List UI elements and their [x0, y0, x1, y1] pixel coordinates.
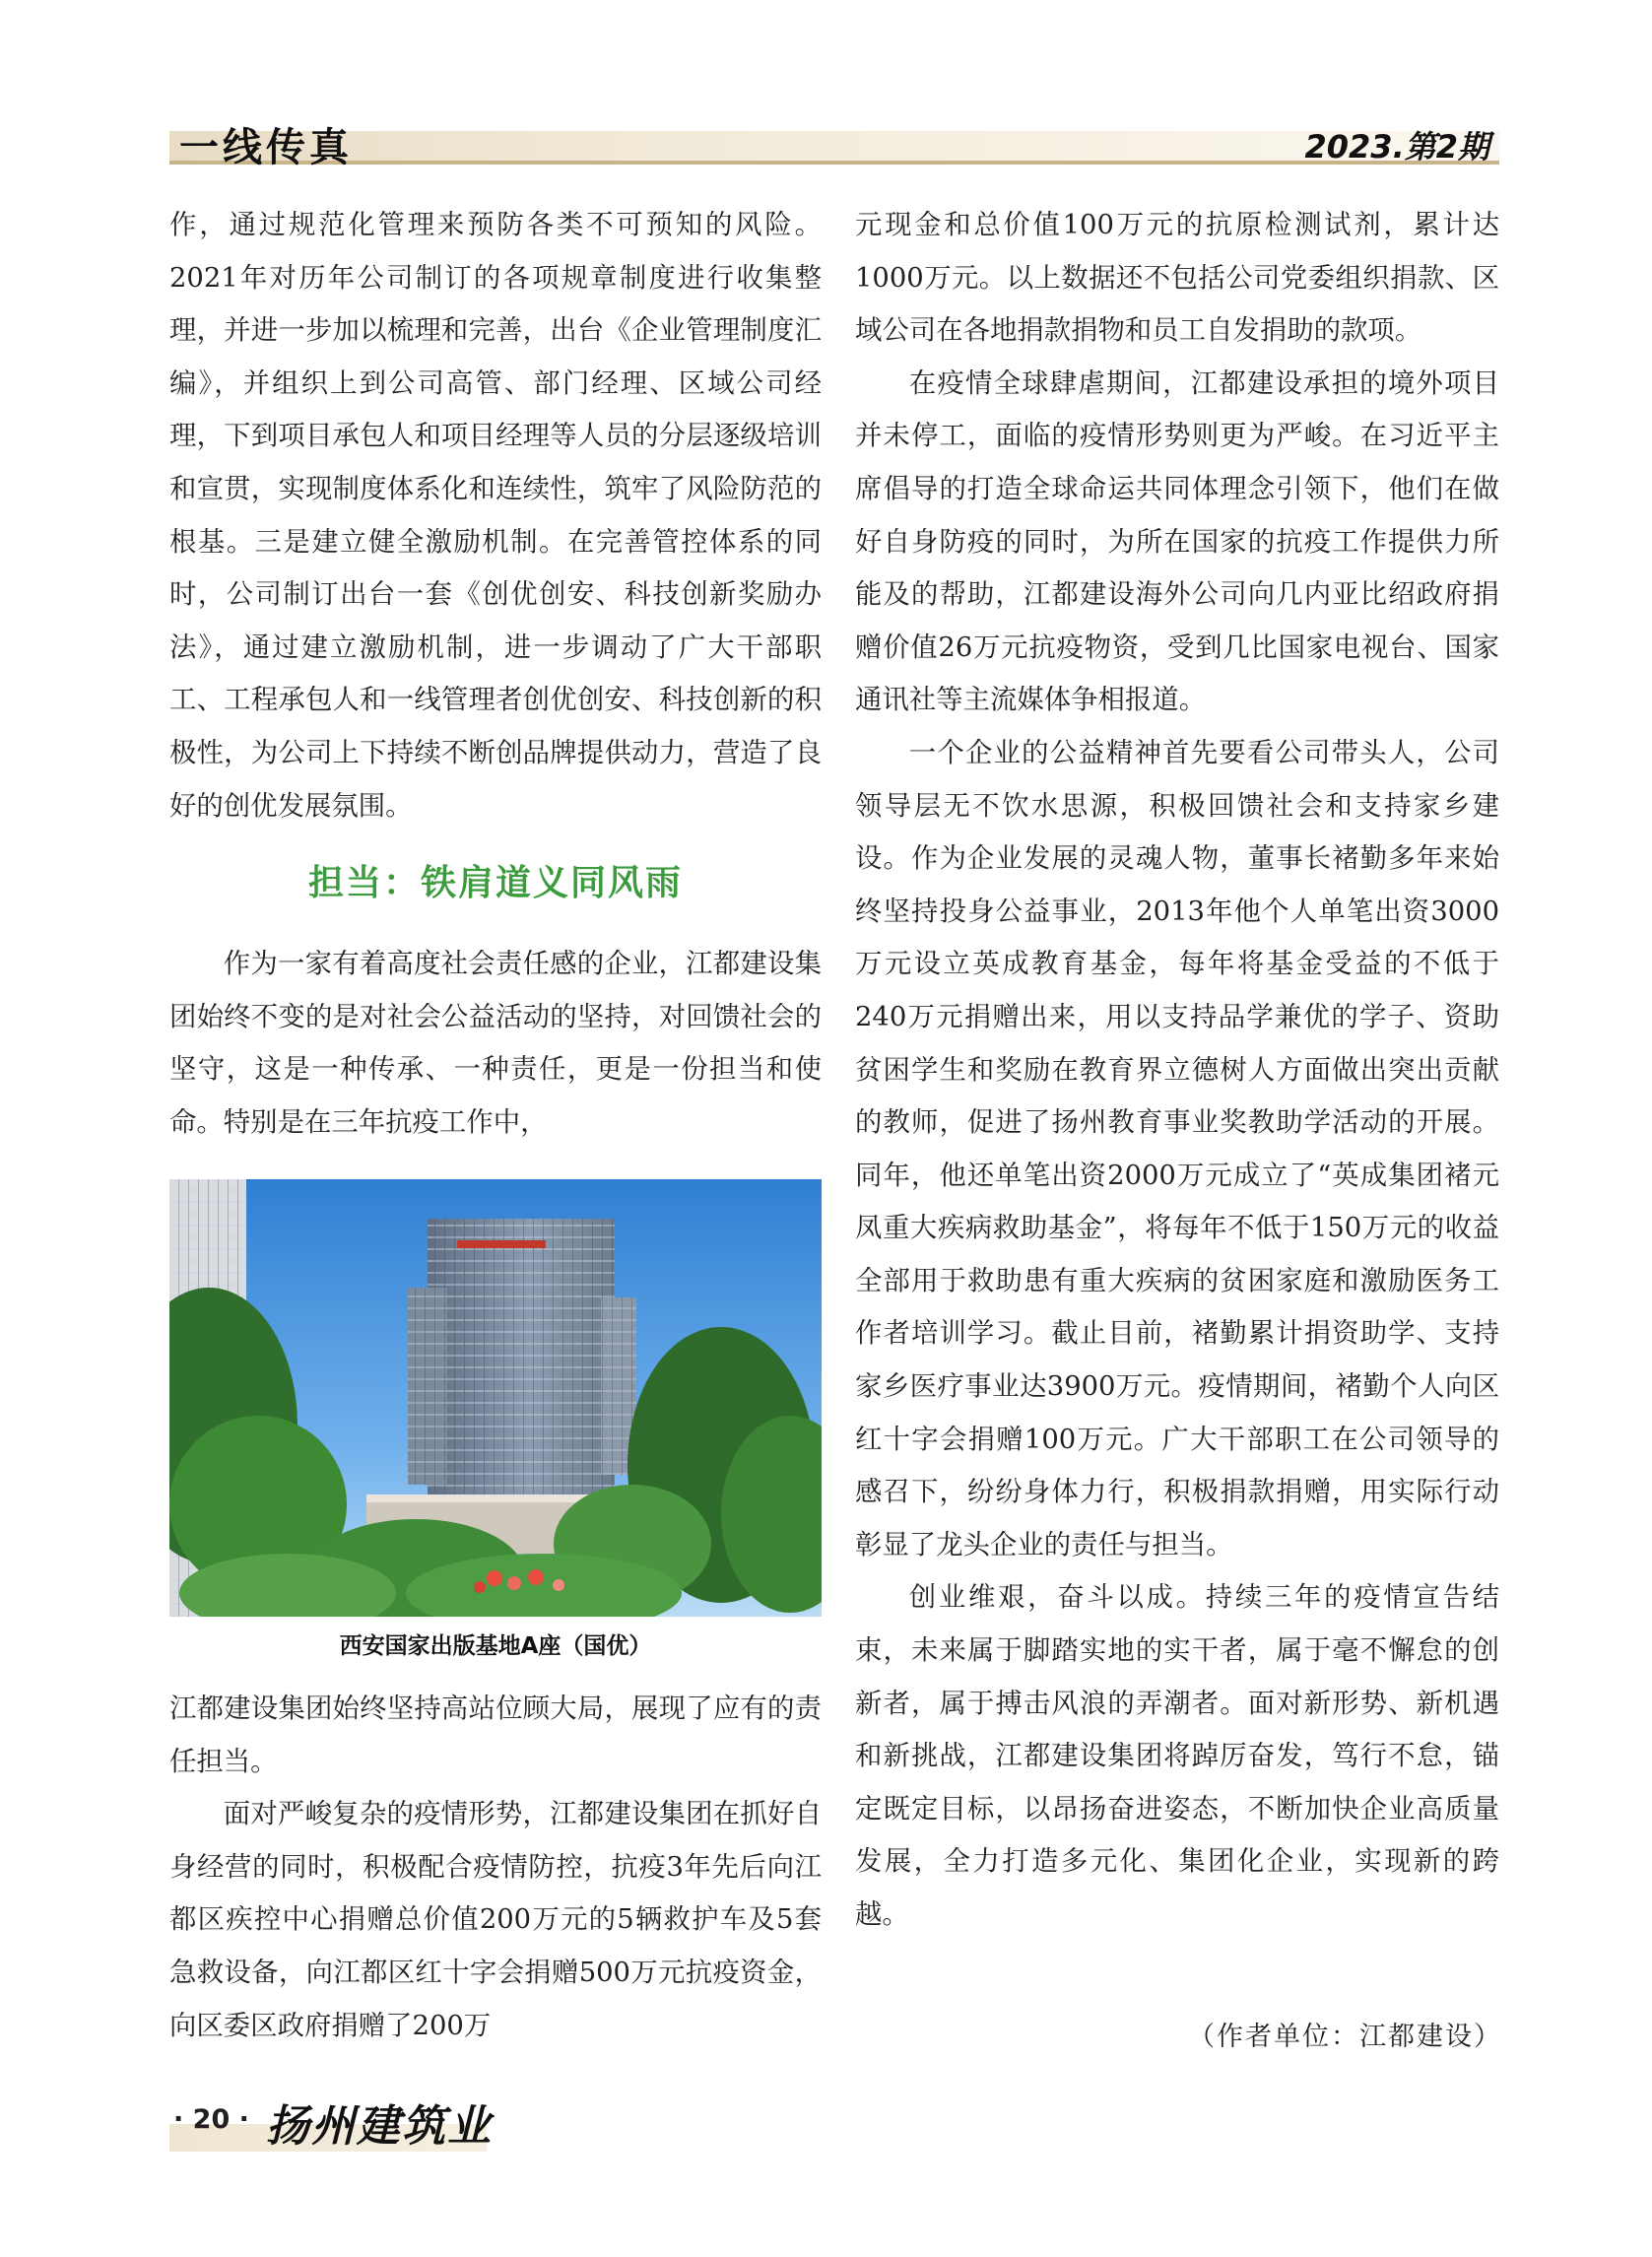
header-band [169, 131, 1499, 161]
left-column-top [169, 199, 822, 832]
building-photo [169, 1179, 822, 1617]
page-number: · 20 · [173, 2104, 249, 2135]
paragraph: 面对严峻复杂的疫情形势，江都建设集团在抓好自身经营的同时，积极配合疫情防控，抗疫3年先后向江都区疾控中心捐赠总价值200万元的5辆救护车及5套急救设备，向江都区红十字会捐赠500万元抗疫资金，向区委区政府捐赠了200万 [169, 1799, 822, 2041]
paragraph: 在疫情全球肆虐期间，江都建设承担的境外项目并未停工，面临的疫情形势则更为严峻。在习近平主席倡导的打造全球命运共同体理念引领下，他们在做好自身防疫的同时，为所在国家的抗疫工作提供力所能及的帮助，江都建设海外公司向几内亚比绍政府捐赠价值26万元抗疫物资，受到几比国家电视台、国家通讯社等主流媒体争相报道。 [855, 367, 1499, 716]
paragraph: 创业维艰，奋斗以成。持续三年的疫情宣告结束，未来属于脚踏实地的实干者，属于毫不懈怠的创新者，属于搏击风浪的弄潮者。面对新形势、新机遇和新挑战，江都建设集团将踔厉奋发，笃行不怠，锚定既定目标，以昂扬奋进姿态，不断加快企业高质量发展，全力打造多元化、集团化企业，实现新的跨越。 [855, 1582, 1499, 1930]
section-title: 一线传真 [179, 125, 353, 170]
paragraph: 江都建设集团始终坚持高站位顾大局，展现了应有的责任担当。 [169, 1693, 822, 1777]
left-column-middle [169, 938, 822, 1149]
section-heading: 担当：铁肩道义同风雨 [307, 863, 683, 903]
right-column [855, 199, 1499, 1942]
paragraph: 元现金和总价值100万元的抗原检测试剂，累计达1000万元。以上数据还不包括公司党委组织捐款、区域公司在各地捐款捐物和员工自发捐助的款项。 [855, 210, 1499, 347]
issue-label: 2023.第2期 [1304, 128, 1489, 166]
magazine-name: 扬州建筑业 [266, 2101, 493, 2152]
paragraph: 作为一家有着高度社会责任感的企业，江都建设集团始终不变的是对社会公益活动的坚持，对回馈社会的坚守，这是一种传承、一种责任，更是一份担当和使命。特别是在三年抗疫工作中， [169, 949, 822, 1138]
left-column-bottom [169, 1683, 822, 2052]
author-note: （作者单位：江都建设） [1188, 2022, 1502, 2052]
paragraph: 作，通过规范化管理来预防各类不可预知的风险。2021年对历年公司制订的各项规章制度进行收集整理，并进一步加以梳理和完善，出台《企业管理制度汇编》，并组织上到公司高管、部门经理、区域公司经理，下到项目承包人和项目经理等人员的分层逐级培训和宣贯，实现制度体系化和连续性，筑牢了风险防范的根基。三是建立健全激励机制。在完善管控体系的同时，公司制订出台一套《创优创安、科技创新奖励办法》，通过建立激励机制，进一步调动了广大干部职工、工程承包人和一线管理者创优创安、科技创新的积极性，为公司上下持续不断创品牌提供动力，营造了良好的创优发展氛围。 [169, 210, 822, 822]
photo-caption: 西安国家出版基地A座（国优） [339, 1633, 652, 1659]
header-rule [169, 161, 1499, 165]
paragraph: 一个企业的公益精神首先要看公司带头人，公司领导层无不饮水思源，积极回馈社会和支持家乡建设。作为企业发展的灵魂人物，董事长褚勤多年来始终坚持投身公益事业，2013年他个人单笔出资3000万元设立英成教育基金，每年将基金受益的不低于240万元捐赠出来，用以支持品学兼优的学子、资助贫困学生和奖励在教育界立德树人方面做出突出贡献的教师，促进了扬州教育事业奖教助学活动的开展。同年，他还单笔出资2000万元成立了“英成集团褚元凤重大疾病救助基金”，将每年不低于150万元的收益全部用于救助患有重大疾病的贫困家庭和激励医务工作者培训学习。截止目前，褚勤累计捐资助学、支持家乡医疗事业达3900万元。疫情期间，褚勤个人向区红十字会捐赠100万元。广大干部职工在公司领导的感召下，纷纷身体力行，积极捐款捐赠，用实际行动彰显了龙头企业的责任与担当。 [855, 737, 1499, 1560]
